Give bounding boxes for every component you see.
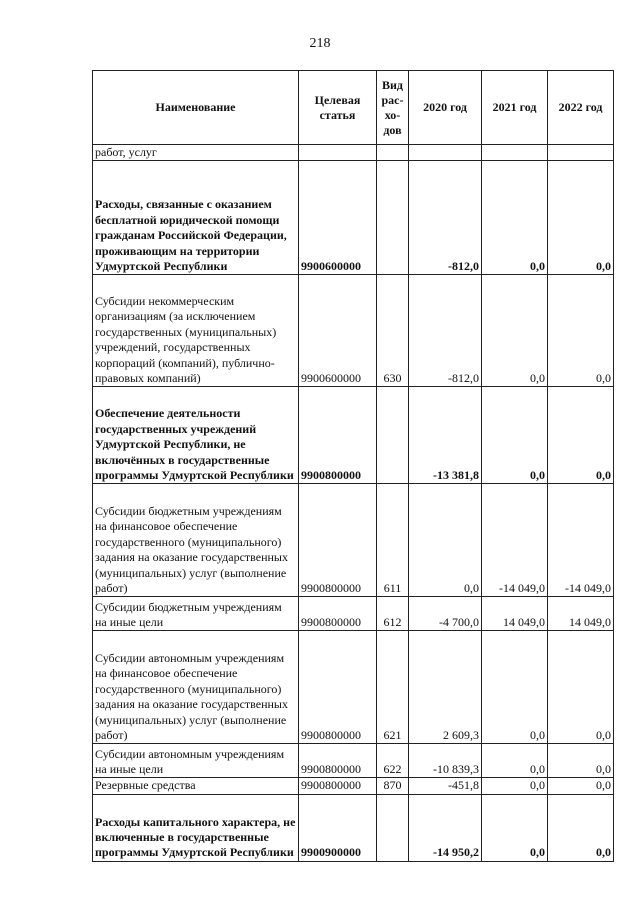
table-row	[93, 484, 614, 597]
row-code: 9900800000	[299, 597, 377, 631]
row-code	[299, 145, 377, 161]
row-vid: 630	[377, 275, 409, 387]
row-2020: -14 950,2	[409, 794, 482, 861]
row-2021: 0,0	[482, 161, 548, 275]
row-vid: 621	[377, 631, 409, 744]
row-2021: -14 049,0	[482, 484, 548, 597]
row-name: Расходы капитального характера, не включенные в государственные программы Удмуртской Республики	[93, 794, 299, 861]
row-2021: 14 049,0	[482, 597, 548, 631]
row-name: Субсидии бюджетным учреждениям на иные цели	[93, 597, 299, 631]
row-code: 9900800000	[299, 631, 377, 744]
row-name: Резервные средства	[93, 778, 299, 794]
row-name: Субсидии бюджетным учреждениям на финансовое обеспечение государственного (муниципального) задания на оказание государственных (муниципальных) услуг (выполнение работ)	[93, 484, 299, 597]
row-vid	[377, 794, 409, 861]
row-code: 9900600000	[299, 275, 377, 387]
row-2022: 0,0	[548, 631, 614, 744]
header-2020: 2020 год	[409, 71, 482, 145]
budget-table	[92, 70, 614, 862]
row-vid: 622	[377, 744, 409, 778]
row-2021: 0,0	[482, 778, 548, 794]
row-2020: -13 381,8	[409, 387, 482, 484]
row-name: Расходы, связанные с оказанием бесплатной юридической помощи гражданам Российской Федерации, проживающим на территории Удмуртской Республики	[93, 161, 299, 275]
page-number: 218	[309, 36, 331, 51]
table-row	[93, 161, 614, 275]
row-2020: -451,8	[409, 778, 482, 794]
row-vid	[377, 387, 409, 484]
row-code: 9900800000	[299, 744, 377, 778]
table-row	[93, 778, 614, 794]
row-code: 9900900000	[299, 794, 377, 861]
row-name: Обеспечение деятельности государственных учреждений Удмуртской Республики, не включённых в государственные программы Удмуртской Республики	[93, 387, 299, 484]
row-2020: -812,0	[409, 161, 482, 275]
row-vid	[377, 145, 409, 161]
row-2022: 0,0	[548, 794, 614, 861]
row-2020: 0,0	[409, 484, 482, 597]
table-row	[93, 387, 614, 484]
header-vid: Вид рас-хо-дов	[377, 71, 409, 145]
row-vid: 611	[377, 484, 409, 597]
row-code: 9900800000	[299, 484, 377, 597]
row-2022: 0,0	[548, 387, 614, 484]
row-2022: 14 049,0	[548, 597, 614, 631]
row-2021: 0,0	[482, 794, 548, 861]
row-2021: 0,0	[482, 275, 548, 387]
row-2022: 0,0	[548, 275, 614, 387]
row-name: Субсидии автономным учреждениям на иные цели	[93, 744, 299, 778]
table-body	[93, 145, 614, 862]
header-2022: 2022 год	[548, 71, 614, 145]
table-row	[93, 597, 614, 631]
table-row	[93, 744, 614, 778]
row-vid	[377, 161, 409, 275]
table-row	[93, 145, 614, 161]
row-2020	[409, 145, 482, 161]
row-name: Субсидии некоммерческим организациям (за исключением государственных (муниципальных) учреждений, государственных корпораций (компаний), публично-правовых компаний)	[93, 275, 299, 387]
row-code: 9900600000	[299, 161, 377, 275]
row-2020: -10 839,3	[409, 744, 482, 778]
row-2020: -4 700,0	[409, 597, 482, 631]
header-name: Наименование	[93, 71, 299, 145]
row-2022: 0,0	[548, 744, 614, 778]
row-2021: 0,0	[482, 744, 548, 778]
row-code: 9900800000	[299, 778, 377, 794]
header-2021: 2021 год	[482, 71, 548, 145]
header-code: Целевая статья	[299, 71, 377, 145]
row-vid: 870	[377, 778, 409, 794]
row-name: работ, услуг	[93, 145, 299, 161]
row-name: Субсидии автономным учреждениям на финансовое обеспечение государственного (муниципального) задания на оказание государственных (муниципальных) услуг (выполнение работ)	[93, 631, 299, 744]
row-2021	[482, 145, 548, 161]
table-row	[93, 275, 614, 387]
table-row	[93, 631, 614, 744]
row-vid: 612	[377, 597, 409, 631]
row-2021: 0,0	[482, 631, 548, 744]
row-2022: 0,0	[548, 161, 614, 275]
row-2022	[548, 145, 614, 161]
row-2022: 0,0	[548, 778, 614, 794]
row-2022: -14 049,0	[548, 484, 614, 597]
row-code: 9900800000	[299, 387, 377, 484]
row-2021: 0,0	[482, 387, 548, 484]
table-row	[93, 794, 614, 861]
row-2020: 2 609,3	[409, 631, 482, 744]
row-2020: -812,0	[409, 275, 482, 387]
